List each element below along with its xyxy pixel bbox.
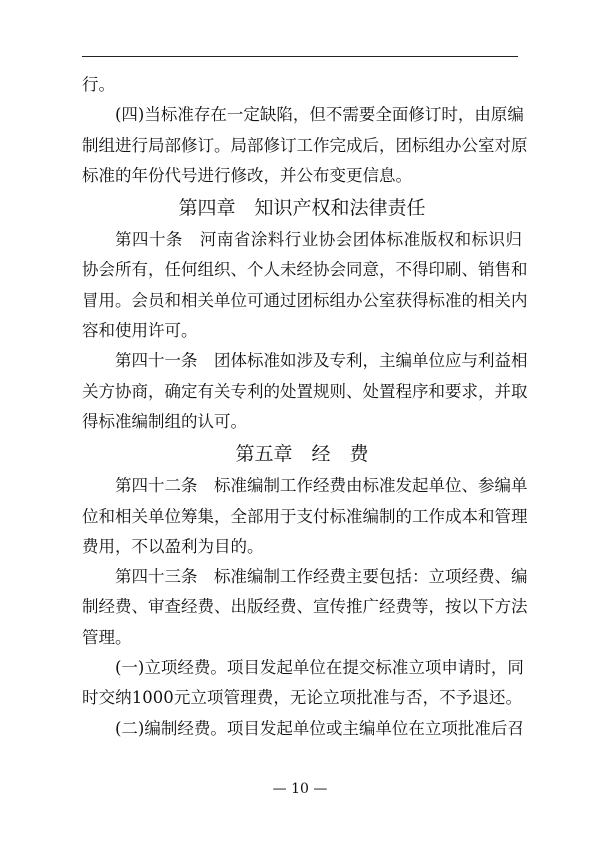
text-line: 第四十一条 团体标准如涉及专利，主编单位应与利益相 (115, 351, 528, 371)
text-line: 协会所有，任何组织、个人未经协会同意，不得印刷、销售和 (82, 260, 528, 280)
text-line: 容和使用许可。 (82, 321, 198, 341)
text-line: 行。 (82, 75, 115, 94)
text-line: 关方协商，确定有关专利的处置规则、处置程序和要求，并取 (82, 381, 528, 401)
text-line: 冒用。会员和相关单位可通过团标组办公室获得标准的相关内 (82, 290, 528, 310)
document-body (82, 70, 528, 744)
chapter-heading: 第四章 知识产权和法律责任 (178, 197, 426, 220)
text-line: (二)编制经费。项目发起单位或主编单位在立项批准后召 (115, 718, 524, 738)
text-line: 第四十三条 标准编制工作经费主要包括：立项经费、编 (115, 567, 528, 587)
text-line: 时交纳1000元立项管理费，无论立项批准与否，不予退还。 (82, 688, 522, 708)
header-rule (82, 56, 518, 57)
text-line: 位和相关单位筹集，全部用于支付标准编制的工作成本和管理 (82, 506, 528, 526)
page-number: — 10 — (272, 781, 328, 797)
chapter-heading: 第五章 经 费 (235, 443, 369, 466)
text-line: (一)立项经费。项目发起单位在提交标准立项申请时，同 (115, 658, 524, 678)
text-line: 管理。 (82, 627, 132, 647)
text-line: 第四十条 河南省涂料行业协会团体标准版权和标识归 (115, 230, 522, 250)
text-line: 制组进行局部修订。局部修订工作完成后，团标组办公室对原 (82, 135, 528, 155)
text-line: 费用，不以盈利为目的。 (82, 536, 264, 556)
text-line: 第四十二条 标准编制工作经费由标准发起单位、参编单 (115, 476, 528, 496)
text-line: 制经费、审查经费、出版经费、宣传推广经费等，按以下方法 (82, 597, 528, 617)
text-line: (四)当标准存在一定缺陷，但不需要全面修订时，由原编 (115, 105, 524, 125)
text-line: 得标准编制组的认可。 (82, 411, 247, 431)
text-line: 标准的年份代号进行修改，并公布变更信息。 (82, 165, 412, 185)
